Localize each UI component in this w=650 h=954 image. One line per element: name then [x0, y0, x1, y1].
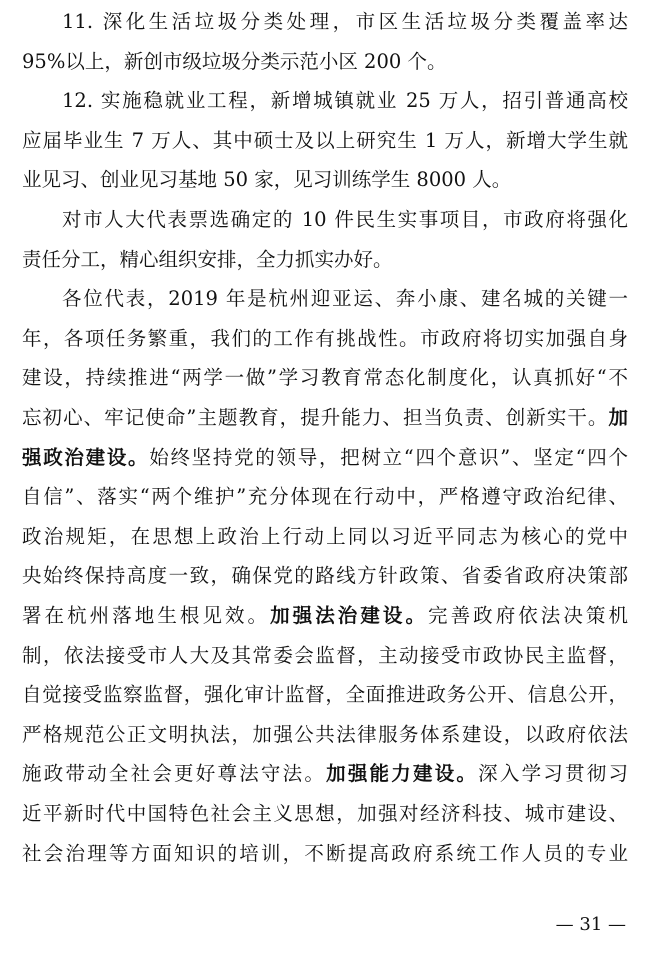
text-line — [22, 797, 628, 831]
body-text: 施政带动全社会更好尊法守法。 — [22, 762, 327, 786]
body-text: 央始终保持高度一致，确保党的路线方针政策、省委省政府决策部 — [22, 564, 628, 588]
text-line — [62, 282, 628, 316]
body-text: 深入学习贯彻习 — [478, 762, 628, 786]
body-text: 自信”、落实“两个维护”充分体现在行动中，严格遵守政治纪律、 — [22, 485, 628, 509]
body-text: 政治规矩，在思想上政治上行动上同以习近平同志为核心的党中 — [22, 524, 628, 548]
body-text: 制，依法接受市人大及其常委会监督，主动接受市政协民主监督， — [22, 643, 628, 667]
bold-heading-text: 加 — [608, 406, 628, 429]
bold-heading-text: 加强法治建设。 — [270, 604, 429, 627]
text-line — [22, 322, 628, 356]
text-line — [62, 203, 628, 237]
text-line — [22, 163, 628, 197]
body-text: 11. 深化生活垃圾分类处理，市区生活垃圾分类覆盖率达 — [62, 10, 628, 33]
text-line — [62, 84, 628, 118]
text-line — [22, 124, 628, 158]
body-text: 自觉接受监察监督，强化审计监督，全面推进政务公开、信息公开， — [22, 683, 628, 707]
body-text: 社会治理等方面知识的培训，不断提高政府系统工作人员的专业 — [22, 841, 628, 865]
text-line — [22, 441, 628, 475]
text-line — [22, 401, 628, 435]
body-text: 各位代表，2019 年是杭州迎亚运、奔小康、建名城的关键一 — [62, 287, 628, 311]
text-line — [22, 678, 628, 712]
text-line — [22, 45, 628, 79]
text-line — [22, 520, 628, 554]
body-text: 95%以上，新创市级垃圾分类示范小区 200 个。 — [22, 49, 447, 73]
text-line — [62, 5, 628, 39]
text-line — [22, 559, 628, 593]
body-text: 近平新时代中国特色社会主义思想，加强对经济科技、城市建设、 — [22, 802, 628, 825]
body-text: 严格规范公正文明执法，加强公共法律服务体系建设，以政府依法 — [22, 722, 628, 746]
body-text: 应届毕业生 7 万人、其中硕士及以上研究生 1 万人，新增大学生就 — [22, 128, 628, 152]
text-line — [22, 480, 628, 514]
bold-heading-text: 加强能力建设。 — [326, 762, 479, 786]
text-line — [22, 639, 628, 673]
body-text: 业见习、创业见习基地 50 家，见习训练学生 8000 人。 — [22, 168, 512, 192]
body-text: 建设，持续推进“两学一做”学习教育常态化制度化，认真抓好“不 — [22, 366, 628, 390]
body-text: 责任分工，精心组织安排，全力抓实办好。 — [22, 247, 393, 271]
body-text: 署在杭州落地生根见效。 — [22, 604, 271, 627]
body-text: 完善政府依法决策机 — [428, 604, 628, 627]
page-number: — 31 — — [555, 914, 626, 935]
body-text: 年，各项任务繁重，我们的工作有挑战性。市政府将切实加强自身 — [22, 326, 628, 350]
text-line — [22, 361, 628, 395]
bold-heading-text: 强政治建设。 — [22, 445, 150, 469]
body-text: 始终坚持党的领导，把树立“四个意识”、坚定“四个 — [149, 445, 628, 469]
text-line — [22, 757, 628, 791]
body-text: 12. 实施稳就业工程，新增城镇就业 25 万人，招引普通高校 — [62, 89, 628, 113]
text-line — [22, 718, 628, 752]
text-line — [22, 837, 628, 871]
text-line — [22, 599, 628, 633]
text-line — [22, 243, 628, 277]
body-text: 忘初心、牢记使命”主题教育，提升能力、担当负责、创新实干。 — [22, 406, 609, 429]
body-text: 对市人大代表票选确定的 10 件民生实事项目，市政府将强化 — [62, 208, 628, 231]
